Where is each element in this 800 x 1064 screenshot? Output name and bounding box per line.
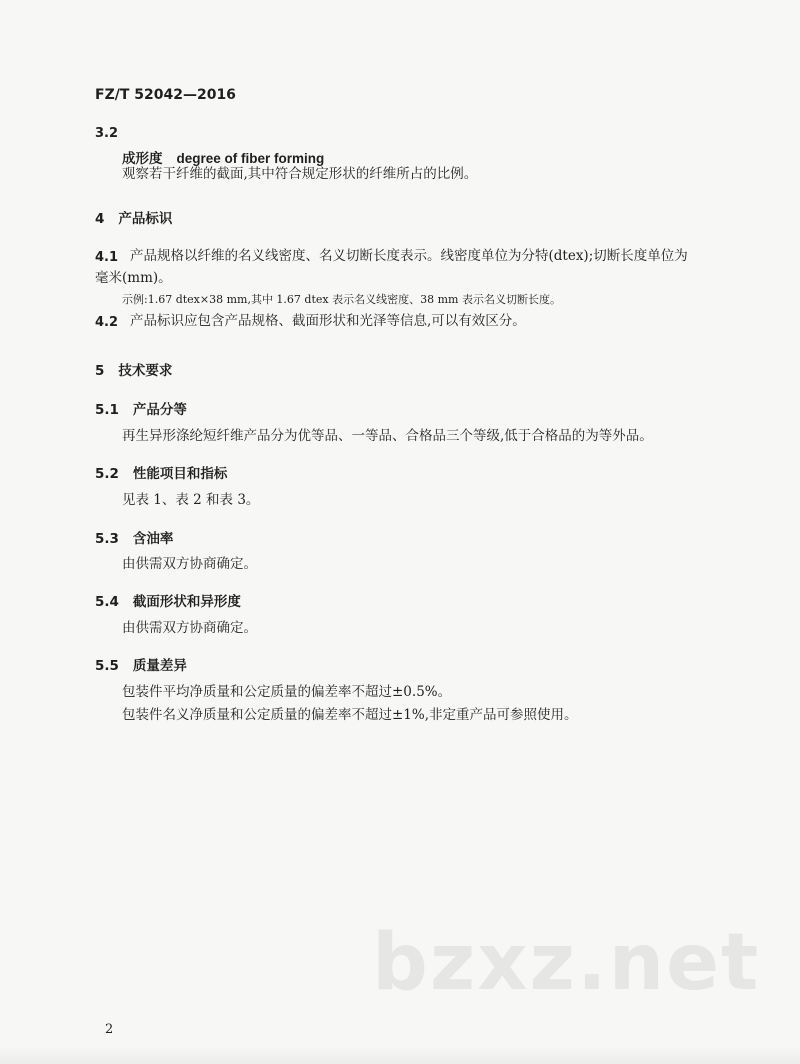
section-3-2-number: 3.2: [95, 126, 119, 141]
section-4-title: 产品标识: [118, 211, 173, 227]
section-5-title: 技术要求: [118, 363, 173, 379]
section-5-4-heading: [95, 590, 241, 610]
section-5-4-number: 5.4: [95, 594, 119, 610]
section-5-1-heading: [95, 398, 187, 418]
section-4-2-text: 产品标识应包含产品规格、截面形状和光泽等信息,可以有效区分。: [130, 313, 526, 329]
section-5-5-number: 5.5: [95, 658, 119, 674]
section-4-1-example: 示例:1.67 dtex×38 mm,其中 1.67 dtex 表示名义线密度、38 mm 表示名义切断长度。: [122, 293, 561, 306]
term-english: degree of fiber forming: [176, 151, 325, 166]
page-number: 2: [105, 1022, 114, 1037]
section-4-2-number: 4.2: [95, 315, 119, 330]
section-5-heading: [95, 359, 172, 379]
section-5-5-line2: 包装件名义净质量和公定质量的偏差率不超过±1%,非定重产品可参照使用。: [122, 707, 578, 723]
section-4-number: 4: [95, 211, 105, 227]
section-5-3-heading: [95, 527, 173, 547]
section-5-2-heading: [95, 462, 227, 482]
section-5-3-title: 含油率: [132, 531, 174, 547]
section-4-1-line2: 毫米(mm)。: [95, 270, 172, 286]
section-5-1-text: 再生异形涤纶短纤维产品分为优等品、一等品、合格品三个等级,低于合格品的为等外品。: [122, 428, 653, 444]
section-5-4-title: 截面形状和异形度: [132, 594, 241, 610]
section-5-3-number: 5.3: [95, 531, 119, 547]
section-4-heading: [95, 207, 172, 227]
section-5-3-text: 由供需双方协商确定。: [122, 556, 257, 572]
section-5-1-title: 产品分等: [132, 402, 187, 418]
section-5-1-number: 5.1: [95, 402, 119, 418]
term-definition: 观察若干纤维的截面,其中符合规定形状的纤维所占的比例。: [122, 166, 478, 182]
section-5-4-text: 由供需双方协商确定。: [122, 620, 257, 636]
term-chinese: 成形度: [122, 151, 163, 167]
section-5-5-heading: [95, 654, 187, 674]
standard-code: FZ/T 52042—2016: [95, 87, 236, 103]
section-4-1-line1: 产品规格以纤维的名义线密度、名义切断长度表示。线密度单位为分特(dtex);切断长度单位为: [130, 248, 688, 264]
section-5-2-title: 性能项目和指标: [132, 466, 228, 482]
page-bottom-edge: [0, 1046, 800, 1064]
section-5-5-title: 质量差异: [132, 658, 187, 674]
section-5-number: 5: [95, 363, 105, 379]
section-5-5-line1: 包装件平均净质量和公定质量的偏差率不超过±0.5%。: [122, 684, 452, 700]
section-4-1-number: 4.1: [95, 250, 119, 265]
section-5-2-text: 见表 1、表 2 和表 3。: [122, 492, 260, 508]
section-5-2-number: 5.2: [95, 466, 119, 482]
watermark: bzxz.net: [372, 918, 761, 1008]
